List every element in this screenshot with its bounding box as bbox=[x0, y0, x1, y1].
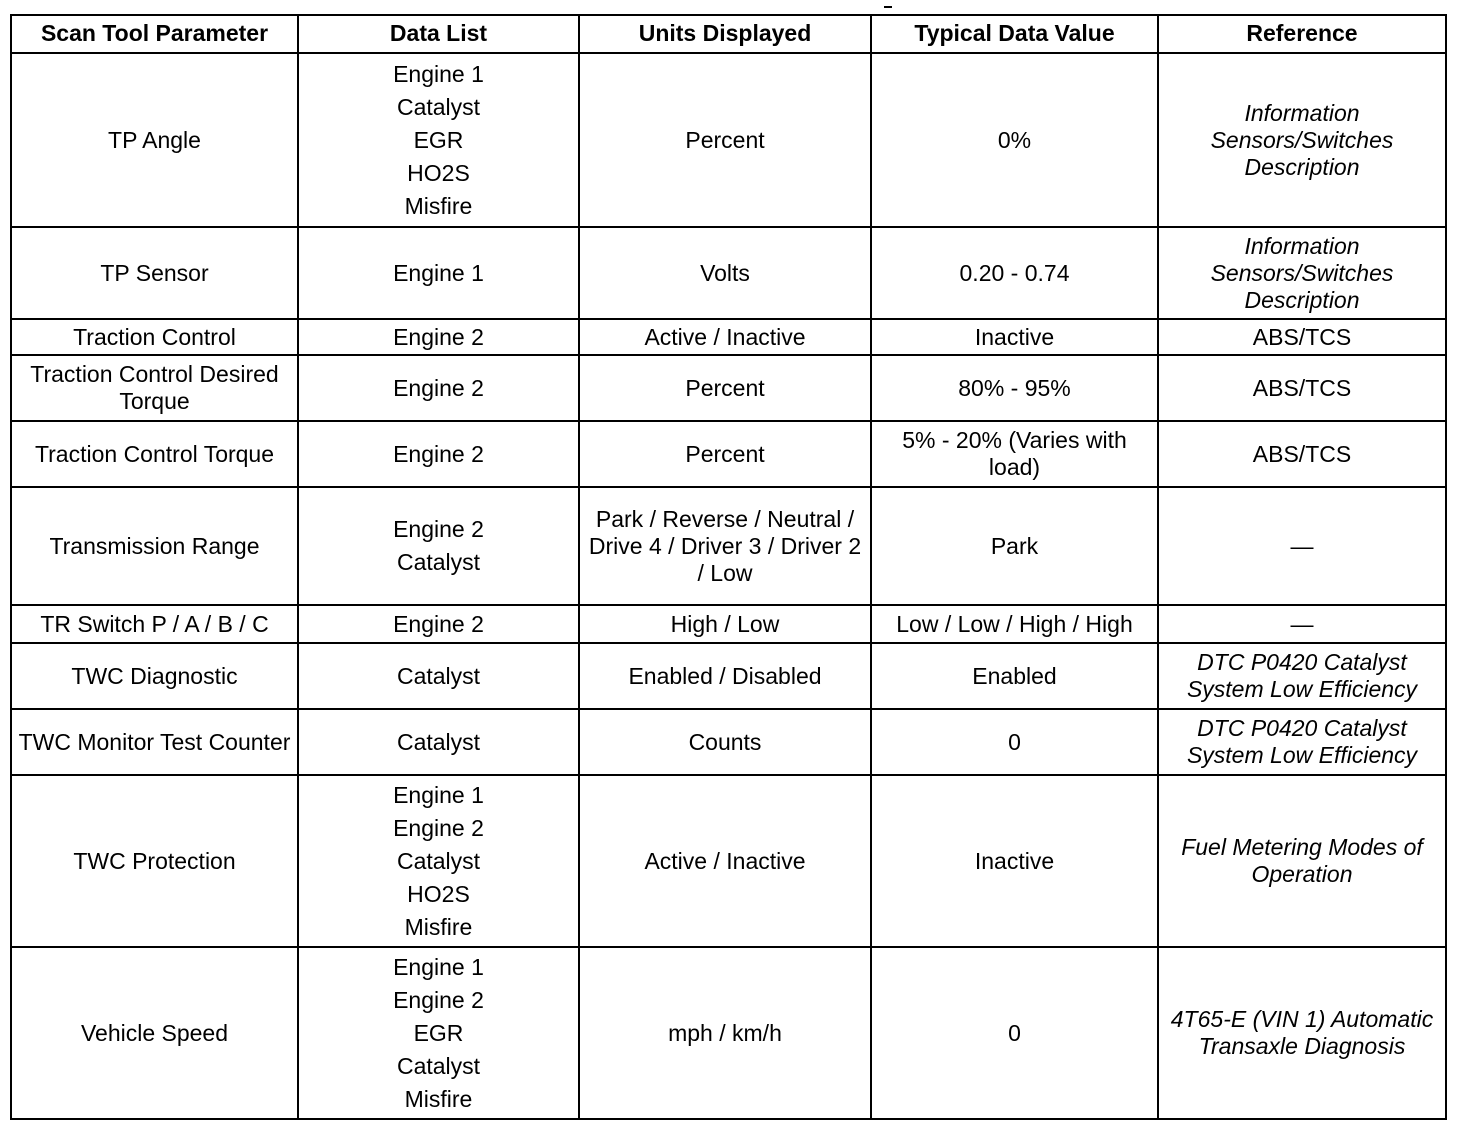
scan-tool-data-sheet bbox=[10, 14, 1445, 1120]
data-list-cell bbox=[298, 709, 579, 775]
data-list-item: Misfire bbox=[404, 1085, 473, 1112]
data-list-cell bbox=[298, 53, 579, 227]
data-list-item: Engine 2 bbox=[393, 374, 484, 401]
table-row bbox=[11, 487, 1446, 605]
header-reference: Reference bbox=[1158, 15, 1446, 53]
table-row bbox=[11, 421, 1446, 487]
parameter-cell: TR Switch P / A / B / C bbox=[11, 605, 298, 643]
data-list-cell bbox=[298, 643, 579, 709]
typical-value-cell: 0% bbox=[871, 53, 1158, 227]
header-row bbox=[11, 15, 1446, 53]
parameter-cell: TP Sensor bbox=[11, 227, 298, 319]
data-list-item: Catalyst bbox=[396, 549, 481, 575]
data-list-item: Engine 1 bbox=[393, 953, 484, 980]
data-list-item: Engine 2 bbox=[393, 323, 484, 350]
table-row bbox=[11, 775, 1446, 947]
parameter-cell: Traction Control bbox=[11, 319, 298, 355]
data-list-item: Engine 2 bbox=[393, 610, 484, 637]
reference-cell: DTC P0420 Catalyst System Low Efficiency bbox=[1158, 709, 1446, 775]
parameter-cell: Transmission Range bbox=[11, 487, 298, 605]
parameter-cell: TP Angle bbox=[11, 53, 298, 227]
data-list-cell bbox=[298, 227, 579, 319]
data-list-item: HO2S bbox=[407, 880, 470, 907]
data-list-cell bbox=[298, 421, 579, 487]
typical-value-cell: 0 bbox=[871, 947, 1158, 1119]
parameter-cell: TWC Protection bbox=[11, 775, 298, 947]
units-cell: Percent bbox=[579, 53, 871, 227]
reference-cell: ABS/TCS bbox=[1158, 319, 1446, 355]
units-cell: Active / Inactive bbox=[579, 319, 871, 355]
table-row bbox=[11, 947, 1446, 1119]
data-list-item: Engine 1 bbox=[393, 781, 484, 808]
data-list-item: Engine 2 bbox=[393, 814, 484, 841]
data-list-item: Engine 1 bbox=[393, 259, 484, 286]
data-list-cell bbox=[298, 355, 579, 421]
dash-placeholder: — bbox=[1290, 610, 1314, 637]
table-row bbox=[11, 709, 1446, 775]
reference-cell bbox=[1158, 605, 1446, 643]
parameter-cell: TWC Diagnostic bbox=[11, 643, 298, 709]
parameter-cell: Traction Control Torque bbox=[11, 421, 298, 487]
parameter-cell: Vehicle Speed bbox=[11, 947, 298, 1119]
units-cell: Percent bbox=[579, 421, 871, 487]
reference-cell: ABS/TCS bbox=[1158, 421, 1446, 487]
reference-cell: 4T65-E (VIN 1) Automatic Transaxle Diagnosis bbox=[1158, 947, 1446, 1119]
reference-cell: Information Sensors/Switches Description bbox=[1158, 227, 1446, 319]
units-cell: Volts bbox=[579, 227, 871, 319]
units-cell: mph / km/h bbox=[579, 947, 871, 1119]
table-row bbox=[11, 605, 1446, 643]
typical-value-cell: 80% - 95% bbox=[871, 355, 1158, 421]
data-list-item: Catalyst bbox=[396, 93, 481, 120]
units-cell: Park / Reverse / Neutral / Drive 4 / Driver 3 / Driver 2 / Low bbox=[579, 487, 871, 605]
data-list-item: HO2S bbox=[407, 159, 470, 186]
data-list-cell bbox=[298, 605, 579, 643]
typical-value-cell: 5% - 20% (Varies with load) bbox=[871, 421, 1158, 487]
units-cell: Active / Inactive bbox=[579, 775, 871, 947]
data-list-item: Misfire bbox=[404, 192, 473, 219]
data-list-item: Catalyst bbox=[396, 847, 481, 874]
parameter-cell: Traction Control Desired Torque bbox=[11, 355, 298, 421]
header-data-list: Data List bbox=[298, 15, 579, 53]
data-list-item: Engine 2 bbox=[393, 516, 484, 542]
typical-value-cell: Inactive bbox=[871, 319, 1158, 355]
units-cell: Counts bbox=[579, 709, 871, 775]
table-row bbox=[11, 319, 1446, 355]
header-typical-data-value: Typical Data Value bbox=[871, 15, 1158, 53]
typical-value-cell: 0 bbox=[871, 709, 1158, 775]
data-list-item: Engine 1 bbox=[393, 60, 484, 87]
scan-artifact-mark bbox=[884, 6, 892, 8]
reference-cell: ABS/TCS bbox=[1158, 355, 1446, 421]
data-list-item: Catalyst bbox=[396, 1052, 481, 1079]
reference-cell: DTC P0420 Catalyst System Low Efficiency bbox=[1158, 643, 1446, 709]
data-list-cell bbox=[298, 487, 579, 605]
table-row bbox=[11, 355, 1446, 421]
units-cell: Percent bbox=[579, 355, 871, 421]
typical-value-cell: Park bbox=[871, 487, 1158, 605]
scan-tool-data-table bbox=[10, 14, 1447, 1120]
reference-cell: Fuel Metering Modes of Operation bbox=[1158, 775, 1446, 947]
data-list-cell bbox=[298, 947, 579, 1119]
typical-value-cell: Inactive bbox=[871, 775, 1158, 947]
reference-cell: Information Sensors/Switches Description bbox=[1158, 53, 1446, 227]
data-list-item: Catalyst bbox=[396, 728, 481, 755]
data-list-cell bbox=[298, 319, 579, 355]
typical-value-cell: Low / Low / High / High bbox=[871, 605, 1158, 643]
table-row bbox=[11, 227, 1446, 319]
data-list-item: Catalyst bbox=[396, 662, 481, 689]
data-list-item: Misfire bbox=[404, 913, 473, 940]
parameter-cell: TWC Monitor Test Counter bbox=[11, 709, 298, 775]
data-list-item: Engine 2 bbox=[393, 986, 484, 1013]
units-cell: Enabled / Disabled bbox=[579, 643, 871, 709]
table-row bbox=[11, 53, 1446, 227]
dash-placeholder: — bbox=[1290, 532, 1314, 559]
header-units-displayed: Units Displayed bbox=[579, 15, 871, 53]
data-list-item: EGR bbox=[413, 126, 464, 153]
typical-value-cell: Enabled bbox=[871, 643, 1158, 709]
data-list-cell bbox=[298, 775, 579, 947]
table-row bbox=[11, 643, 1446, 709]
data-list-item: EGR bbox=[413, 1019, 464, 1046]
typical-value-cell: 0.20 - 0.74 bbox=[871, 227, 1158, 319]
units-cell: High / Low bbox=[579, 605, 871, 643]
data-list-item: Engine 2 bbox=[393, 440, 484, 467]
reference-cell bbox=[1158, 487, 1446, 605]
header-scan-tool-parameter: Scan Tool Parameter bbox=[11, 15, 298, 53]
